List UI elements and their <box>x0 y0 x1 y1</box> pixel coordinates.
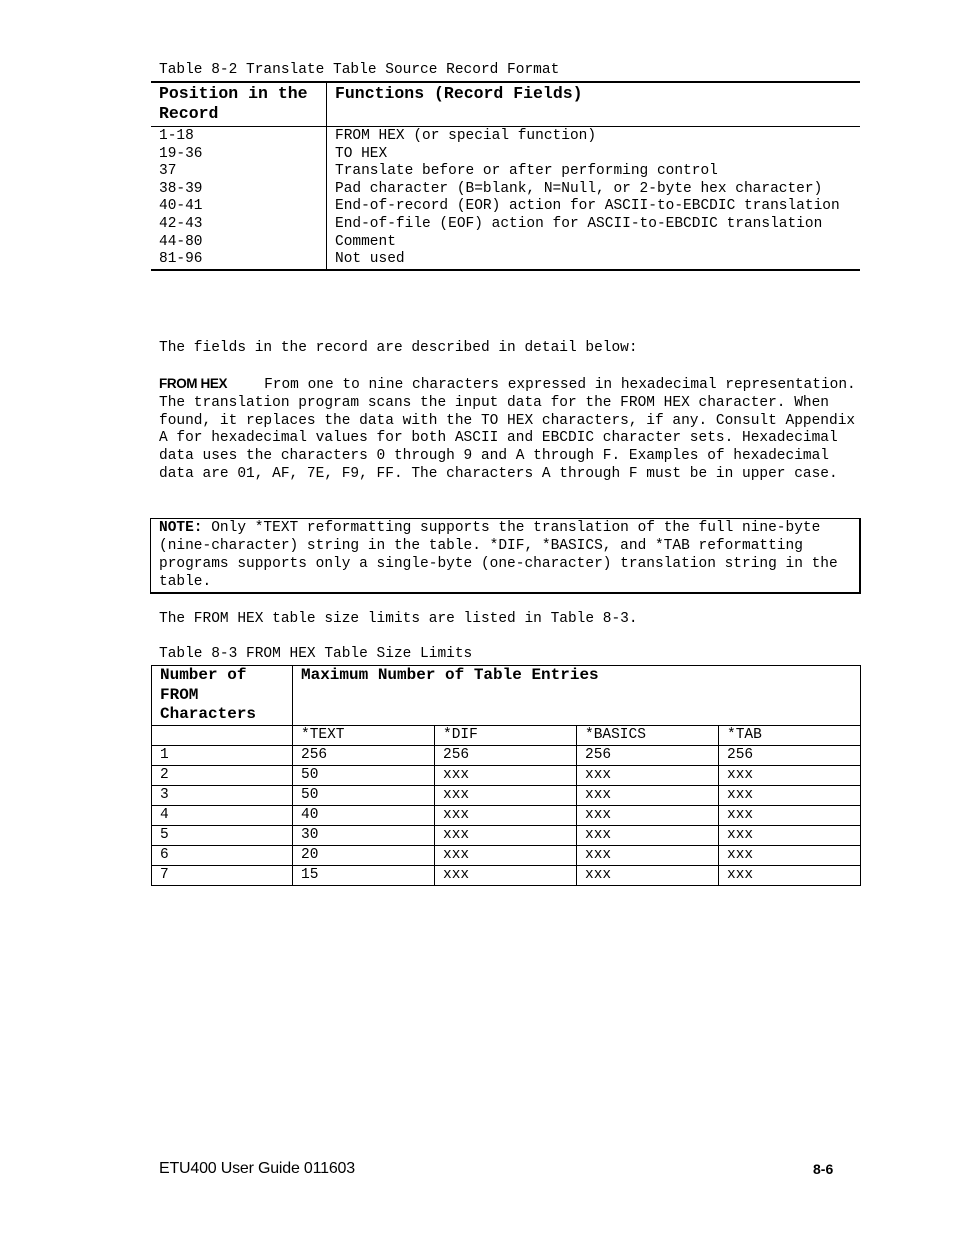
function-cell: End-of-file (EOF) action for ASCII-to-EBCDIC translation <box>335 215 823 232</box>
subheader-basics: *BASICS <box>577 725 719 745</box>
table-header-row <box>151 82 860 127</box>
table-cell: xxx <box>577 845 719 865</box>
function-cell: Translate before or after performing control <box>335 163 718 180</box>
function-cell: Comment <box>335 233 396 250</box>
table-cell: 1 <box>152 745 293 765</box>
table-cell: xxx <box>435 785 577 805</box>
header-number-of-from-characters: Number of FROM Characters <box>152 666 293 726</box>
note-label: NOTE: <box>159 520 203 536</box>
function-cell: Not used <box>327 251 861 270</box>
table-cell: 256 <box>719 745 861 765</box>
function-cell: FROM HEX (or special function) <box>335 128 597 144</box>
function-cell: End-of-record (EOR) action for ASCII-to-EBCDIC translation <box>335 198 840 215</box>
from-hex-paragraph <box>159 375 859 484</box>
table-cell: xxx <box>719 845 861 865</box>
table-cell: 15 <box>293 865 435 885</box>
table-cell: 7 <box>152 865 293 885</box>
table-cell: xxx <box>577 785 719 805</box>
header-functions: Functions (Record Fields) <box>327 82 861 127</box>
position-cell: 42-43 <box>151 216 327 234</box>
table-cell: 20 <box>293 845 435 865</box>
table-row <box>151 251 860 270</box>
table-cell: xxx <box>719 785 861 805</box>
subheader-dif: *DIF <box>435 725 577 745</box>
table-cell: 5 <box>152 825 293 845</box>
table-cell: xxx <box>719 765 861 785</box>
table-cell: xxx <box>577 825 719 845</box>
table-cell: xxx <box>435 825 577 845</box>
table-row <box>152 765 861 785</box>
position-cell: 81-96 <box>151 251 327 270</box>
table-cell: 6 <box>152 845 293 865</box>
table-cell: xxx <box>719 825 861 845</box>
table-row <box>151 146 860 164</box>
subheader-text: *TEXT <box>293 725 435 745</box>
table-cell: 256 <box>293 745 435 765</box>
table-cell: 40 <box>293 805 435 825</box>
table-cell: 4 <box>152 805 293 825</box>
table-cell: 50 <box>293 785 435 805</box>
table-cell: xxx <box>577 805 719 825</box>
from-hex-term: FROM HEX <box>159 376 228 391</box>
from-hex-description: From one to nine characters expressed in hexadecimal representation. The translation program scans the input data for the FROM HEX character. When found, it replaces the data with the TO HEX characters, if any. Consult Appendix A for hexadecimal values for both ASCII and EBCDIC character sets. Hexadecimal data uses the characters 0 through 9 and A through F. Examples of hexadecimal data are 01, AF, 7E, F9, FF. The characters A through F must be in upper case. <box>159 377 856 482</box>
table-8-2-caption: Table 8-2 Translate Table Source Record Format <box>159 62 560 78</box>
subheader-tab: *TAB <box>719 725 861 745</box>
table-cell: 2 <box>152 765 293 785</box>
note-box <box>150 518 861 594</box>
table-cell: 50 <box>293 765 435 785</box>
table-row <box>151 216 860 234</box>
function-cell: TO HEX <box>335 145 388 162</box>
table-8-3 <box>151 665 861 886</box>
table-row <box>152 865 861 885</box>
table-cell: xxx <box>435 865 577 885</box>
footer-guide-title: ETU400 User Guide 011603 <box>159 1160 355 1177</box>
limits-intro-paragraph: The FROM HEX table size limits are listed in Table 8-3. <box>159 611 638 627</box>
table-row <box>152 825 861 845</box>
table-8-3-caption: Table 8-3 FROM HEX Table Size Limits <box>159 646 473 662</box>
header-position: Position in the Record <box>151 82 327 127</box>
table-cell: xxx <box>719 865 861 885</box>
table-row <box>152 805 861 825</box>
table-row <box>151 181 860 199</box>
table-8-2 <box>151 81 860 271</box>
position-cell: 37 <box>151 163 327 181</box>
table-cell: xxx <box>435 805 577 825</box>
table-cell: xxx <box>435 765 577 785</box>
fields-intro-paragraph: The fields in the record are described in detail below: <box>159 340 638 356</box>
table-header-row <box>152 666 861 726</box>
empty-cell <box>152 725 293 745</box>
position-cell: 38-39 <box>151 181 327 199</box>
table-cell: 3 <box>152 785 293 805</box>
position-cell: 19-36 <box>151 146 327 164</box>
footer-page-number: 8-6 <box>813 1161 834 1177</box>
header-maximum-entries: Maximum Number of Table Entries <box>293 666 861 726</box>
table-row <box>152 745 861 765</box>
position-cell: 40-41 <box>151 198 327 216</box>
table-cell: xxx <box>435 845 577 865</box>
table-row <box>152 845 861 865</box>
table-subheader-row <box>152 725 861 745</box>
table-cell: xxx <box>577 865 719 885</box>
function-cell: Pad character (B=blank, N=Null, or 2-byte hex character) <box>335 180 823 197</box>
note-text: Only *TEXT reformatting supports the translation of the full nine-byte (nine-character) string in the table. *DIF, *BASICS, and *TAB reformatting programs supports only a single-byte (one-character) translation string in the table. <box>159 520 838 590</box>
table-cell: xxx <box>719 805 861 825</box>
table-cell: 256 <box>577 745 719 765</box>
table-cell: 256 <box>435 745 577 765</box>
table-row <box>151 198 860 216</box>
position-cell: 1-18 <box>151 127 327 146</box>
table-cell: 30 <box>293 825 435 845</box>
table-cell: xxx <box>577 765 719 785</box>
table-row <box>151 127 860 146</box>
table-row <box>152 785 861 805</box>
table-row <box>151 163 860 181</box>
table-row <box>151 234 860 252</box>
position-cell: 44-80 <box>151 234 327 252</box>
